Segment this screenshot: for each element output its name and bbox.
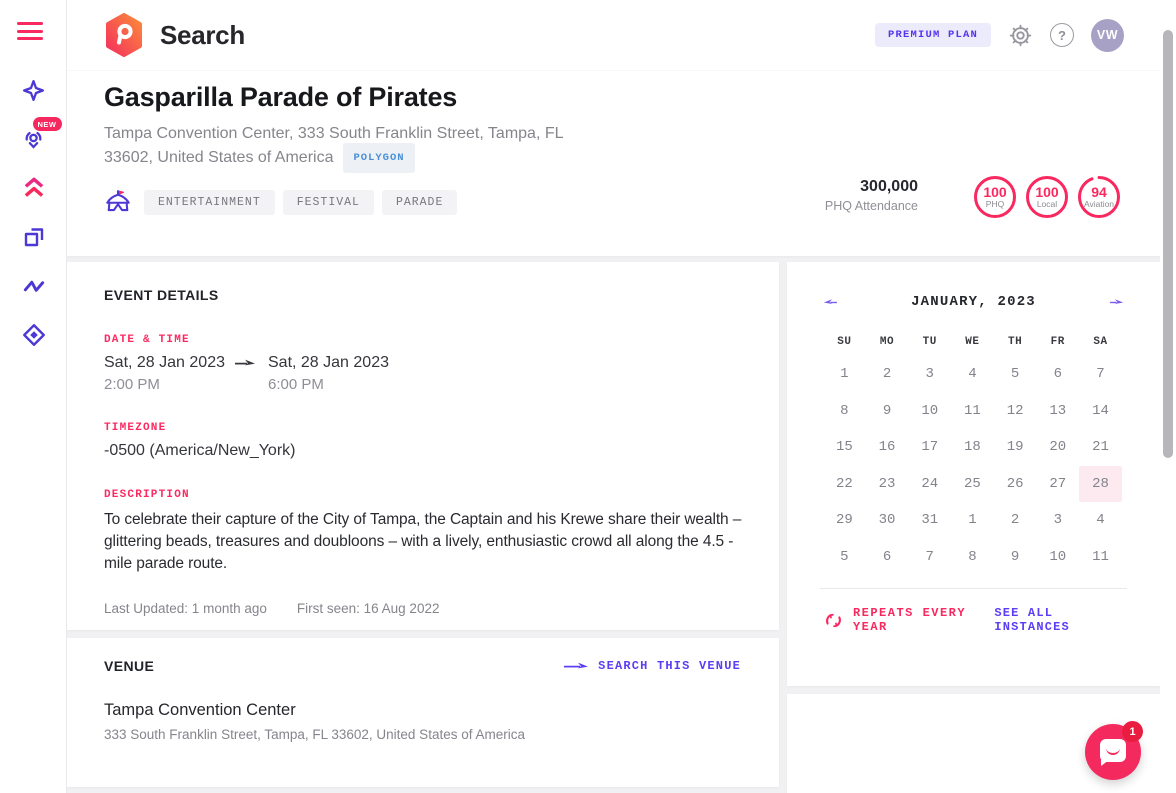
event-address-text: Tampa Convention Center, 333 South Franklin Street, Tampa, FL 33602, United States of America xyxy=(104,125,563,166)
date-time-label: DATE & TIME xyxy=(104,334,190,346)
event-description: To celebrate their capture of the City of Tampa, the Captain and his Krewe share their wealth – glittering beads, treasures and doubloons – with a lively, enthusiastic crowd all along the 4.5 - mile parade route. xyxy=(104,511,742,572)
top-bar xyxy=(67,0,1160,70)
calendar-day[interactable]: 2 xyxy=(882,366,892,383)
calendar-month-label: JANUARY, 2023 xyxy=(911,294,1036,310)
calendar-day-header: WE xyxy=(965,336,980,348)
search-this-venue-label: SEARCH THIS VENUE xyxy=(598,659,741,673)
calendar-day[interactable]: 9 xyxy=(1010,548,1020,565)
calendar-day[interactable]: 23 xyxy=(878,475,896,492)
category-tag: FESTIVAL xyxy=(283,190,374,215)
rank-value: 100 xyxy=(983,184,1007,200)
phq-attendance xyxy=(825,178,918,213)
description-label: DESCRIPTION xyxy=(104,489,190,501)
calendar-next-icon[interactable] xyxy=(1104,296,1124,308)
calendar-day[interactable]: 2 xyxy=(1010,512,1020,529)
calendar-prev-icon[interactable] xyxy=(823,296,843,308)
calendar-day-header: MO xyxy=(879,336,895,348)
time-range-row xyxy=(104,376,742,393)
predicthq-logo-icon xyxy=(104,13,144,57)
calendar-day[interactable]: 13 xyxy=(1049,402,1067,419)
calendar-day[interactable]: 6 xyxy=(882,548,892,565)
calendar-day-header: SU xyxy=(837,336,852,348)
rank-value: 100 xyxy=(1035,184,1059,200)
event-details-card xyxy=(67,262,779,630)
venue-heading: VENUE xyxy=(104,658,155,674)
calendar-day[interactable]: 1 xyxy=(968,512,977,529)
category-row xyxy=(104,188,457,216)
rank-badge-aviation xyxy=(1077,175,1121,219)
start-date: Sat, 28 Jan 2023 xyxy=(104,354,225,371)
calendar-day-selected[interactable]: 28 xyxy=(1079,466,1122,503)
overlapping-squares-icon xyxy=(22,225,46,249)
top-bar-actions xyxy=(875,19,1124,52)
timezone-value: -0500 (America/New_York) xyxy=(104,442,296,459)
calendar-footer xyxy=(787,589,1160,634)
calendar-day[interactable]: 21 xyxy=(1092,439,1109,456)
calendar-day[interactable]: 9 xyxy=(882,402,892,419)
calendar-day[interactable]: 7 xyxy=(1096,366,1105,383)
double-chevron-up-icon xyxy=(21,175,47,201)
rank-label: PHQ xyxy=(985,199,1005,209)
rank-badge-phq xyxy=(973,175,1017,219)
hamburger-menu-icon[interactable] xyxy=(17,22,43,40)
help-icon[interactable]: ? xyxy=(1050,23,1074,47)
calendar-day[interactable]: 19 xyxy=(1006,439,1024,456)
festival-tent-icon xyxy=(104,188,132,216)
scrollbar-track xyxy=(1160,0,1176,793)
timezone-label: TIMEZONE xyxy=(104,422,167,434)
event-meta-row xyxy=(104,601,742,616)
end-date: Sat, 28 Jan 2023 xyxy=(268,354,389,371)
avatar[interactable]: VW xyxy=(1091,19,1124,52)
calendar-card xyxy=(787,262,1160,686)
calendar-day[interactable]: 10 xyxy=(921,402,939,419)
sidebar-item-location-scan[interactable] xyxy=(20,119,57,153)
calendar-day[interactable]: 1 xyxy=(840,366,849,383)
sidebar-item-sparkle[interactable] xyxy=(20,76,48,104)
calendar-day[interactable]: 31 xyxy=(921,512,939,529)
end-time: 6:00 PM xyxy=(268,376,324,393)
category-tag: ENTERTAINMENT xyxy=(144,190,275,215)
calendar-grid xyxy=(823,356,1160,575)
rank-label: Local xyxy=(1036,199,1058,209)
venue-address: 333 South Franklin Street, Tampa, FL 33602, United States of America xyxy=(104,727,525,742)
rank-value: 94 xyxy=(1091,184,1107,200)
sidebar-item-diamond[interactable] xyxy=(20,321,48,349)
calendar-day[interactable]: 29 xyxy=(835,512,853,529)
calendar-day[interactable]: 16 xyxy=(878,439,896,456)
calendar-day[interactable]: 5 xyxy=(840,548,849,565)
category-tag: PARADE xyxy=(382,190,457,215)
premium-plan-badge: PREMIUM PLAN xyxy=(875,23,991,47)
event-title: Gasparilla Parade of Pirates xyxy=(104,82,458,112)
sparkle-icon xyxy=(21,78,46,103)
calendar-day[interactable]: 8 xyxy=(968,548,977,565)
calendar-day[interactable]: 14 xyxy=(1092,402,1109,419)
calendar-day[interactable]: 18 xyxy=(964,439,981,456)
calendar-day[interactable]: 10 xyxy=(1049,548,1067,565)
repeat-label: REPEATS EVERY YEAR xyxy=(852,606,967,634)
category-tags xyxy=(144,190,457,215)
calendar-day-header: TU xyxy=(922,336,937,348)
calendar-day-header: TH xyxy=(1007,336,1023,348)
calendar-day[interactable]: 27 xyxy=(1049,475,1067,492)
scrollbar-thumb[interactable] xyxy=(1163,30,1173,458)
rank-badge-local xyxy=(1025,175,1069,219)
first-seen: First seen: 16 Aug 2022 xyxy=(296,601,440,616)
rank-label: Aviation xyxy=(1083,199,1115,209)
new-badge: NEW xyxy=(33,117,62,131)
calendar-day[interactable]: 24 xyxy=(921,475,939,492)
calendar-day[interactable]: 4 xyxy=(968,366,977,383)
gear-icon[interactable] xyxy=(1008,23,1033,48)
calendar-day[interactable]: 17 xyxy=(921,439,939,456)
venue-name: Tampa Convention Center xyxy=(104,701,296,719)
sidebar xyxy=(0,0,67,793)
attendance-value: 300,000 xyxy=(860,178,918,195)
calendar-day[interactable]: 11 xyxy=(1092,548,1109,565)
calendar-day[interactable]: 30 xyxy=(878,512,896,529)
calendar-day[interactable]: 12 xyxy=(1006,402,1024,419)
attendance-label: PHQ Attendance xyxy=(824,199,918,213)
calendar-day[interactable]: 4 xyxy=(1096,512,1105,529)
calendar-header xyxy=(787,262,1160,310)
event-details-heading: EVENT DETAILS xyxy=(104,287,219,303)
calendar-day[interactable]: 25 xyxy=(964,475,981,492)
calendar-day-headers xyxy=(823,336,1160,348)
calendar-day[interactable]: 11 xyxy=(964,402,981,419)
calendar-day[interactable]: 7 xyxy=(925,548,934,565)
polygon-badge: POLYGON xyxy=(343,143,414,173)
calendar-day[interactable]: 6 xyxy=(1053,366,1062,383)
calendar-day[interactable]: 20 xyxy=(1049,439,1067,456)
venue-card xyxy=(67,638,779,787)
event-summary-panel xyxy=(67,70,1160,256)
calendar-day[interactable]: 8 xyxy=(840,402,849,419)
sidebar-item-chevrons-up[interactable] xyxy=(20,174,48,202)
rank-badges xyxy=(973,175,1121,219)
event-address xyxy=(104,123,584,175)
arrow-right-icon xyxy=(563,661,589,671)
repeat-indicator xyxy=(824,606,994,634)
chat-fab-button[interactable] xyxy=(1085,724,1141,780)
calendar-day[interactable]: 26 xyxy=(1006,475,1024,492)
calendar-day-header: SA xyxy=(1093,336,1108,348)
start-time: 2:00 PM xyxy=(104,376,160,393)
sidebar-item-pulse[interactable] xyxy=(20,272,48,300)
repeat-icon xyxy=(824,610,843,631)
app-title: Search xyxy=(160,19,245,50)
date-range-arrow-icon xyxy=(234,358,268,368)
sidebar-item-layers[interactable] xyxy=(20,223,48,251)
chat-notification-badge: 1 xyxy=(1122,721,1143,742)
calendar-day[interactable]: 22 xyxy=(835,475,853,492)
see-all-instances-link[interactable]: SEE ALL INSTANCES xyxy=(994,606,1070,634)
event-metrics xyxy=(825,175,1121,219)
calendar-day[interactable]: 3 xyxy=(1053,512,1062,529)
calendar-day[interactable]: 15 xyxy=(835,439,853,456)
diamond-target-icon xyxy=(21,322,47,348)
calendar-day[interactable]: 5 xyxy=(1010,366,1020,383)
date-range-row xyxy=(104,354,742,372)
last-updated: Last Updated: 1 month ago xyxy=(104,601,267,616)
sidebar-nav xyxy=(0,76,67,349)
calendar-day-header: FR xyxy=(1050,336,1065,348)
app-logo[interactable] xyxy=(104,13,245,57)
search-this-venue-link[interactable] xyxy=(563,659,741,673)
chat-bubble-icon xyxy=(1100,739,1126,762)
pulse-zigzag-icon xyxy=(21,273,47,299)
calendar-day[interactable]: 3 xyxy=(925,366,934,383)
